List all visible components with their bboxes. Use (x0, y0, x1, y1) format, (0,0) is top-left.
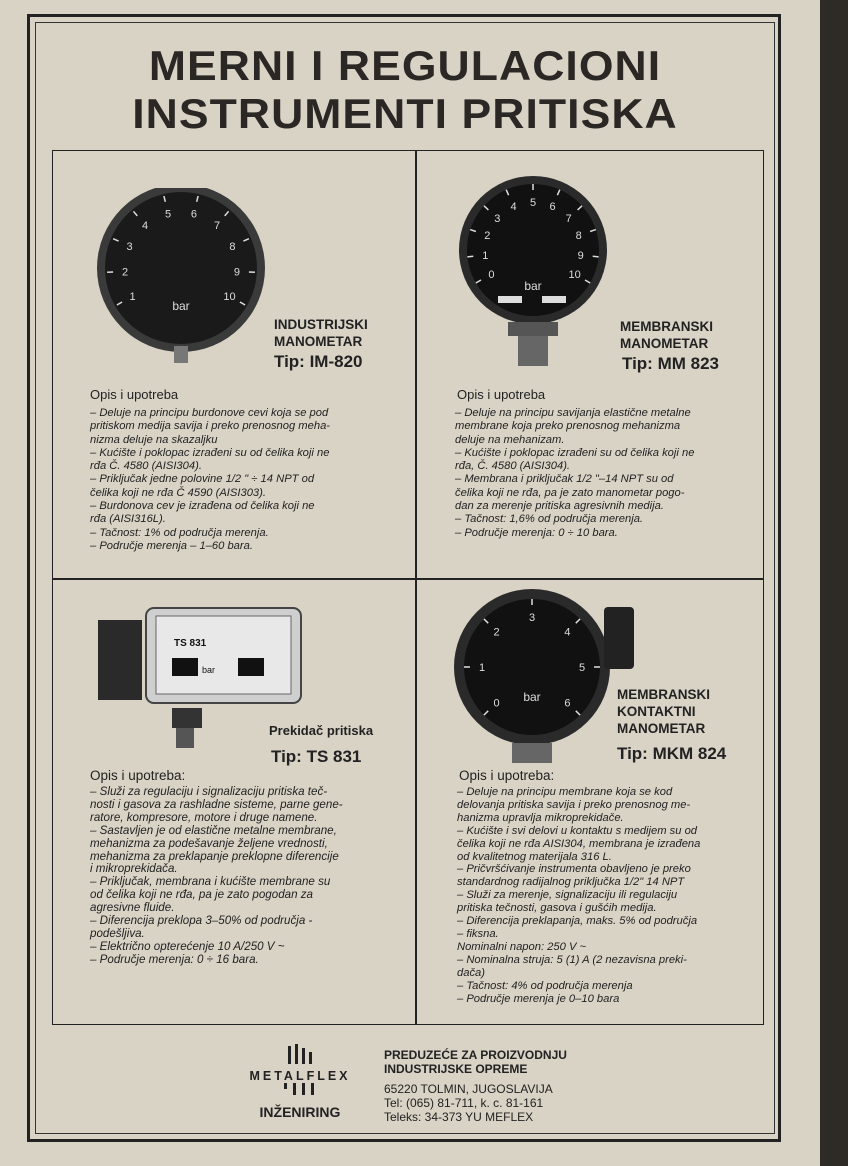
description-line: – Služi za regulaciju i signalizaciju pritiska teč- (90, 785, 328, 798)
product-name-mkm824: MEMBRANSKI KONTAKTNI MANOMETAR (617, 687, 710, 736)
description-line: – Pričvršćivanje instrumenta obavljeno je preko (457, 863, 691, 876)
product-name-ts831: Prekidač pritiska (269, 723, 374, 738)
description-line: – Kućište i svi delovi u kontaktu s medijem su od (457, 824, 698, 837)
page-title (18, 42, 792, 138)
description-line: – Nominalna struja: 5 (1) A (2 nezavisna preki- (457, 953, 687, 966)
gauge-scale-label: 10 (568, 269, 581, 281)
description-line: membrane koja preko prenosnog mehanizma (455, 420, 681, 433)
product-tip-ts831: Tip: TS 831 (271, 747, 362, 766)
description-line: – Tačnost: 1,6% od područja merenja. (455, 513, 644, 526)
description-line: i mikroprekidača. (90, 862, 178, 876)
gauge-scale-label: 3 (494, 212, 501, 225)
description-line: hanizma upravlja mikroprekidače. (457, 811, 624, 824)
gauge-scale-label: 5 (529, 197, 537, 209)
address-line-3: Teleks: 34-373 YU MEFLEX (384, 1110, 534, 1124)
logo-mark-icon (260, 1042, 340, 1064)
description-line: – Diferencija preklopa 3–50% od područja - (90, 914, 313, 928)
description-line: – Električno opterećenje 10 A/250 V ~ (90, 939, 285, 953)
description-line: mehanizma za podešavanje željene vrednosti, (90, 836, 328, 850)
gauge-scale-label: 5 (165, 208, 172, 221)
description-line: – Tačnost: 1% od područja merenja. (90, 526, 269, 539)
gauge-tick (593, 256, 599, 257)
product-name-im820: INDUSTRIJSKI MANOMETAR (274, 317, 368, 349)
description-line: nizma deluje na skazaljku (90, 433, 218, 446)
description-line: od kvalitetnog materijala 316 L. (457, 850, 612, 863)
address-line-1: 65220 TOLMIN, JUGOSLAVIJA (384, 1082, 553, 1096)
gauge-scale-label: 7 (213, 220, 221, 233)
description-line: mehanizma za preklapanje preklopne diferencije (90, 849, 339, 863)
gauge-scale-label: 3 (126, 240, 133, 253)
description-line: – Sastavljen je od elastične metalne membrane, (90, 823, 337, 837)
description-line: ratore, kompresore, motore i druge namene. (90, 810, 318, 824)
description-line: dača) (457, 966, 485, 979)
description-line: – Kućište i poklopac izrađeni su od čelika koji ne (90, 446, 330, 459)
description-line: rđa (AISI316L). (90, 513, 166, 526)
metalflex-logo (230, 1042, 370, 1120)
description-line: čelika koji ne rđa Č 4590 (AISI303). (90, 486, 266, 499)
description-line: čelika koji ne rđa, pa je zato manometar pogo- (455, 486, 685, 499)
description-line: – Kućište i poklopac izrađeni su od čelika koji ne (455, 446, 695, 459)
description-line: – Priključak jedne polovine 1/2 " ÷ 14 NPT od (90, 473, 315, 486)
gauge-unit-label: bar (524, 279, 542, 293)
gauge-scale-label: 8 (575, 230, 582, 243)
company-line-1: PREDUZEĆE ZA PROIZVODNJU (384, 1048, 567, 1062)
industrial-manometer-image (96, 188, 271, 363)
description-line: dan za merenje pritiska agresivnih medija. (455, 500, 664, 513)
gauge-scale-label: 2 (484, 230, 491, 243)
description-line: – Područje merenja: 0 ÷ 16 bara. (90, 952, 259, 966)
gauge-scale-label: 5 (578, 662, 586, 674)
description-line: – Tačnost: 4% od područja merenja (457, 979, 633, 992)
gauge-scale-label: 1 (129, 291, 136, 303)
gauge-scale-label: 1 (478, 662, 486, 674)
brand-name: METALFLEX (249, 1069, 351, 1083)
opis-heading-ts831: Opis i upotreba: (90, 768, 186, 783)
description-line: – Priključak, membrana i kućište membrane su (90, 875, 331, 889)
gauge-unit-label: bar (172, 299, 190, 313)
gauge-scale-label: 3 (528, 612, 536, 624)
contact-manometer-image (452, 585, 647, 765)
logo-mark-lower-icon (270, 1083, 330, 1097)
gauge-scale-label: 9 (577, 250, 584, 262)
gauge-scale-label: 4 (564, 626, 571, 639)
gauge-scale-label: 6 (549, 201, 556, 214)
gauge-scale-label: 2 (122, 266, 129, 279)
gauge-scale-label: 1 (482, 250, 489, 262)
gauge-scale-label: 10 (223, 291, 236, 303)
grid-vertical-divider (415, 150, 417, 1025)
opis-heading-mm823: Opis i upotreba (457, 387, 546, 402)
page-edge-shadow (820, 0, 848, 1166)
description-line: pritiskom medija savija i preko prenosnog meha- (90, 420, 331, 433)
gauge-scale-label: 9 (233, 266, 240, 279)
title-line-2: INSTRUMENTI PRITISKA (132, 90, 678, 137)
description-line: podešljiva. (90, 926, 145, 940)
gauge-scale-label: 6 (190, 208, 197, 221)
description-line: od čelika koji ne rđa, pa je zato pogodan za (90, 888, 314, 902)
description-im820 (90, 407, 330, 553)
gauge-scale-label: 0 (493, 697, 500, 710)
description-line: – Deluje na principu savijanja elastične metalne (455, 407, 691, 419)
brand-sub: INŽENIRING (259, 1104, 341, 1120)
description-ts831 (90, 786, 343, 967)
grid-horizontal-divider (52, 578, 764, 580)
description-line: – Membrana i priključak 1/2 "–14 NPT su od (455, 473, 674, 486)
description-line: delovanja pritiska savija i preko prenosnog me- (457, 798, 691, 811)
product-name-mm823: MEMBRANSKI MANOMETAR (620, 319, 713, 351)
description-line: – Deluje na principu burdonove cevi koja se pod (90, 407, 329, 419)
company-line-2: INDUSTRIJSKE OPREME (384, 1062, 528, 1076)
product-tip-im820: Tip: IM-820 (274, 352, 363, 371)
description-mm823 (455, 407, 694, 540)
description-line: deluje na mehanizam. (455, 433, 565, 446)
company-info (384, 1048, 567, 1124)
description-line: – Deluje na principu membrane koja se kod (457, 786, 673, 798)
gauge-scale-label: 2 (493, 626, 500, 639)
description-line: – fiksna. (457, 927, 499, 940)
description-line: – Burdonova cev je izrađena od čelika koji ne (90, 500, 315, 513)
gauge-scale-label: 8 (229, 240, 236, 253)
description-line: čelika koji ne rđa AISI304, membrana je izrađena (457, 837, 701, 850)
gauge-scale-label: 4 (510, 201, 517, 214)
product-tip-mm823: Tip: MM 823 (622, 354, 719, 373)
membrane-manometer-image (458, 170, 608, 380)
gauge-scale-label: 6 (564, 697, 571, 710)
description-line: – Diferencija preklapanja, maks. 5% od područja (457, 915, 698, 928)
opis-heading-mkm824: Opis i upotreba: (459, 768, 555, 783)
product-tip-mkm824: Tip: MKM 824 (617, 744, 727, 763)
description-line: – Služi za merenje, signalizaciju ili regulaciju (457, 889, 678, 902)
title-line-1: MERNI I REGULACIONI (148, 42, 662, 89)
description-line: – Područje merenja – 1–60 bara. (90, 539, 253, 552)
gauge-tick (467, 256, 473, 257)
gauge-scale-label: 4 (141, 220, 149, 233)
description-line: agresivne fluide. (90, 901, 175, 915)
description-line: rđa, Č. 4580 (AISI304). (455, 460, 571, 473)
description-line: pritiska tečnosti, gasova i gušćih medija. (457, 902, 657, 915)
device-label: TS 831 (174, 638, 207, 649)
description-line: nosti i gasova za rashladne sisteme, parne gene- (90, 797, 343, 811)
gauge-unit-label: bar (523, 690, 541, 704)
description-line: Nominalni napon: 250 V ~ (457, 940, 587, 953)
description-line: rđa Č. 4580 (AISI304). (90, 460, 202, 473)
description-line: standardnog radijalnog priključka 1/2" 14 NPT (457, 876, 685, 889)
description-line: – Područje merenja: 0 ÷ 10 bara. (455, 526, 618, 539)
description-mkm824 (457, 786, 700, 1005)
svg-text:bar: bar (202, 665, 216, 675)
address-line-2: Tel: (065) 81-711, k. c. 81-161 (384, 1096, 544, 1110)
gauge-scale-label: 0 (488, 269, 495, 281)
gauge-scale-label: 7 (565, 212, 572, 225)
opis-heading-im820: Opis i upotreba (90, 387, 179, 402)
description-line: – Područje merenja je 0–10 bara (457, 992, 620, 1005)
